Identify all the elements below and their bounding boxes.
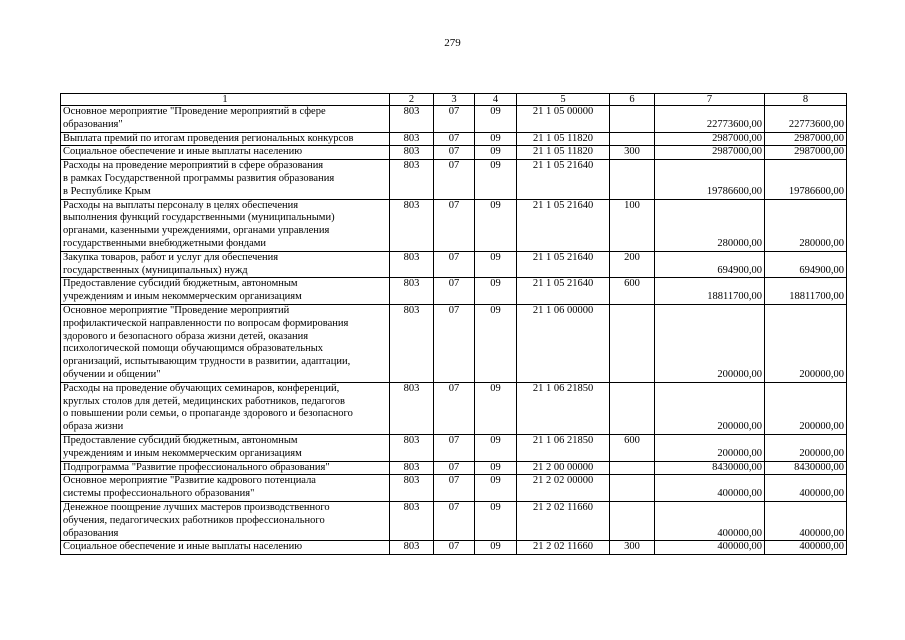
amount-year1-cell: 8430000,00 [655,461,765,475]
ministry-code-cell: 803 [390,132,434,146]
item-name-line: образа жизни [63,421,124,433]
ministry-code-cell: 803 [390,251,434,278]
table-row [61,106,847,133]
ministry-code-cell: 803 [390,146,434,160]
section-code-cell: 07 [434,304,475,382]
section-code-cell: 07 [434,132,475,146]
item-name-line: Социальное обеспечение и иные выплаты населению [63,541,303,553]
item-name-line: профилактической направленности по вопросам формирования [63,317,349,329]
target-article-cell: 21 1 05 00000 [517,106,610,133]
column-number: 6 [610,94,655,106]
expense-type-cell [610,461,655,475]
expense-type-cell [610,382,655,434]
item-name-line: Расходы на проведение мероприятий в сфере образования [63,160,324,172]
table-row [61,199,847,251]
subsection-code-cell: 09 [475,304,517,382]
item-name-cell [61,541,390,555]
amount-year2-cell: 2987000,00 [765,146,847,160]
expense-type-cell: 300 [610,146,655,160]
expense-type-cell: 100 [610,199,655,251]
amount-year2-cell: 19786600,00 [765,160,847,199]
target-article-cell: 21 2 02 11660 [517,501,610,540]
expense-type-cell [610,501,655,540]
table-row [61,382,847,434]
item-name-line: Подпрограмма "Развитие профессионального образования" [63,461,330,473]
ministry-code-cell: 803 [390,160,434,199]
item-name-cell [61,251,390,278]
target-article-cell: 21 2 00 00000 [517,461,610,475]
item-name-line: Расходы на проведение обучающих семинаров, конференций, [63,382,340,394]
target-article-cell: 21 1 05 21640 [517,278,610,305]
section-code-cell: 07 [434,146,475,160]
item-name-line: Предоставление субсидий бюджетным, автономным [63,434,298,446]
item-name-cell [61,199,390,251]
table-row [61,501,847,540]
ministry-code-cell: 803 [390,541,434,555]
expense-type-cell [610,475,655,502]
subsection-code-cell: 09 [475,251,517,278]
item-name-line: Выплата премий по итогам проведения региональных конкурсов [63,132,354,144]
item-name-line: обучения, педагогических работников профессионального [63,514,325,526]
amount-year1-cell: 19786600,00 [655,160,765,199]
amount-year2-cell: 18811700,00 [765,278,847,305]
item-name-cell [61,461,390,475]
section-code-cell: 07 [434,251,475,278]
amount-year1-cell: 400000,00 [655,541,765,555]
column-number: 1 [61,94,390,106]
item-name-line: организаций, испытывающим трудности в развитии, адаптации, [63,356,351,368]
target-article-cell: 21 1 05 21640 [517,251,610,278]
item-name-cell [61,501,390,540]
table-row [61,132,847,146]
budget-table-body [61,94,847,555]
subsection-code-cell: 09 [475,146,517,160]
item-name-line: государственными внебюджетными фондами [63,237,267,249]
expense-type-cell [610,106,655,133]
item-name-line: выполнения функций государственными (муниципальными) [63,212,335,224]
section-code-cell: 07 [434,541,475,555]
item-name-cell [61,106,390,133]
item-name-cell [61,382,390,434]
item-name-line: о повышении роли семьи, о пропаганде здорового и безопасного [63,408,353,420]
item-name-line: Основное мероприятие "Проведение мероприятий в сфере [63,106,326,117]
item-name-cell [61,132,390,146]
table-row [61,278,847,305]
amount-year1-cell: 22773600,00 [655,106,765,133]
amount-year1-cell: 694900,00 [655,251,765,278]
item-name-line: обучении и общении" [63,368,161,380]
ministry-code-cell: 803 [390,106,434,133]
section-code-cell: 07 [434,434,475,461]
item-name-line: учреждениям и иным некоммерческим организациям [63,291,302,303]
item-name-line: круглых столов для детей, медицинских работников, педагогов [63,395,346,407]
item-name-line: Закупка товаров, работ и услуг для обеспечения [63,251,279,263]
subsection-code-cell: 09 [475,382,517,434]
section-code-cell: 07 [434,382,475,434]
amount-year2-cell: 22773600,00 [765,106,847,133]
amount-year1-cell: 400000,00 [655,475,765,502]
item-name-line: образования" [63,118,123,130]
section-code-cell: 07 [434,278,475,305]
item-name-line: Расходы на выплаты персоналу в целях обеспечения [63,199,299,211]
table-row [61,251,847,278]
target-article-cell: 21 1 05 21640 [517,199,610,251]
column-number: 3 [434,94,475,106]
amount-year1-cell: 400000,00 [655,501,765,540]
item-name-line: в Республике Крым [63,185,151,197]
amount-year1-cell: 18811700,00 [655,278,765,305]
column-number: 2 [390,94,434,106]
amount-year2-cell: 8430000,00 [765,461,847,475]
amount-year2-cell: 694900,00 [765,251,847,278]
item-name-line: органами, казенными учреждениями, органами управления [63,225,330,237]
section-code-cell: 07 [434,461,475,475]
ministry-code-cell: 803 [390,199,434,251]
amount-year2-cell: 200000,00 [765,304,847,382]
budget-table [60,93,847,555]
amount-year1-cell: 200000,00 [655,304,765,382]
column-number: 4 [475,94,517,106]
amount-year2-cell: 2987000,00 [765,132,847,146]
expense-type-cell [610,160,655,199]
column-number: 5 [517,94,610,106]
table-row [61,475,847,502]
expense-type-cell: 600 [610,434,655,461]
subsection-code-cell: 09 [475,541,517,555]
subsection-code-cell: 09 [475,106,517,133]
column-number: 8 [765,94,847,106]
table-row [61,434,847,461]
subsection-code-cell: 09 [475,160,517,199]
ministry-code-cell: 803 [390,434,434,461]
subsection-code-cell: 09 [475,434,517,461]
expense-type-cell: 200 [610,251,655,278]
table-row [61,304,847,382]
ministry-code-cell: 803 [390,461,434,475]
subsection-code-cell: 09 [475,461,517,475]
section-code-cell: 07 [434,106,475,133]
target-article-cell: 21 2 02 00000 [517,475,610,502]
target-article-cell: 21 1 06 21850 [517,434,610,461]
amount-year1-cell: 200000,00 [655,382,765,434]
amount-year2-cell: 400000,00 [765,475,847,502]
item-name-cell [61,434,390,461]
item-name-cell [61,304,390,382]
amount-year2-cell: 400000,00 [765,501,847,540]
amount-year1-cell: 2987000,00 [655,146,765,160]
item-name-line: психологической помощи обучающимся образовательных [63,343,324,355]
item-name-cell [61,146,390,160]
target-article-cell: 21 1 05 21640 [517,160,610,199]
amount-year2-cell: 400000,00 [765,541,847,555]
subsection-code-cell: 09 [475,475,517,502]
ministry-code-cell: 803 [390,501,434,540]
section-code-cell: 07 [434,160,475,199]
amount-year2-cell: 280000,00 [765,199,847,251]
item-name-line: образования [63,527,119,539]
section-code-cell: 07 [434,501,475,540]
amount-year1-cell: 2987000,00 [655,132,765,146]
target-article-cell: 21 1 06 00000 [517,304,610,382]
item-name-line: Предоставление субсидий бюджетным, автономным [63,278,298,290]
ministry-code-cell: 803 [390,382,434,434]
item-name-line: учреждениям и иным некоммерческим организациям [63,447,302,459]
item-name-cell [61,278,390,305]
item-name-line: Основное мероприятие "Развитие кадрового потенциала [63,475,316,487]
amount-year1-cell: 200000,00 [655,434,765,461]
amount-year2-cell: 200000,00 [765,382,847,434]
ministry-code-cell: 803 [390,278,434,305]
expense-type-cell: 600 [610,278,655,305]
target-article-cell: 21 1 06 21850 [517,382,610,434]
section-code-cell: 07 [434,475,475,502]
item-name-line: Социальное обеспечение и иные выплаты населению [63,146,303,158]
item-name-line: системы профессионального образования" [63,488,255,500]
subsection-code-cell: 09 [475,278,517,305]
target-article-cell: 21 2 02 11660 [517,541,610,555]
column-number: 7 [655,94,765,106]
item-name-line: Основное мероприятие "Проведение мероприятий [63,304,290,316]
amount-year1-cell: 280000,00 [655,199,765,251]
target-article-cell: 21 1 05 11820 [517,132,610,146]
item-name-cell [61,475,390,502]
expense-type-cell [610,304,655,382]
item-name-line: государственных (муниципальных) нужд [63,264,248,276]
subsection-code-cell: 09 [475,132,517,146]
table-row [61,461,847,475]
ministry-code-cell: 803 [390,475,434,502]
item-name-cell [61,160,390,199]
expense-type-cell: 300 [610,541,655,555]
amount-year2-cell: 200000,00 [765,434,847,461]
table-row [61,541,847,555]
table-row [61,160,847,199]
expense-type-cell [610,132,655,146]
target-article-cell: 21 1 05 11820 [517,146,610,160]
item-name-line: в рамках Государственной программы развития образования [63,172,335,184]
subsection-code-cell: 09 [475,501,517,540]
item-name-line: здорового и безопасного образа жизни детей, оказания [63,330,309,342]
section-code-cell: 07 [434,199,475,251]
subsection-code-cell: 09 [475,199,517,251]
table-row [61,146,847,160]
column-number-row [61,94,847,106]
page-number: 279 [444,37,461,49]
ministry-code-cell: 803 [390,304,434,382]
item-name-line: Денежное поощрение лучших мастеров производственного [63,501,330,513]
